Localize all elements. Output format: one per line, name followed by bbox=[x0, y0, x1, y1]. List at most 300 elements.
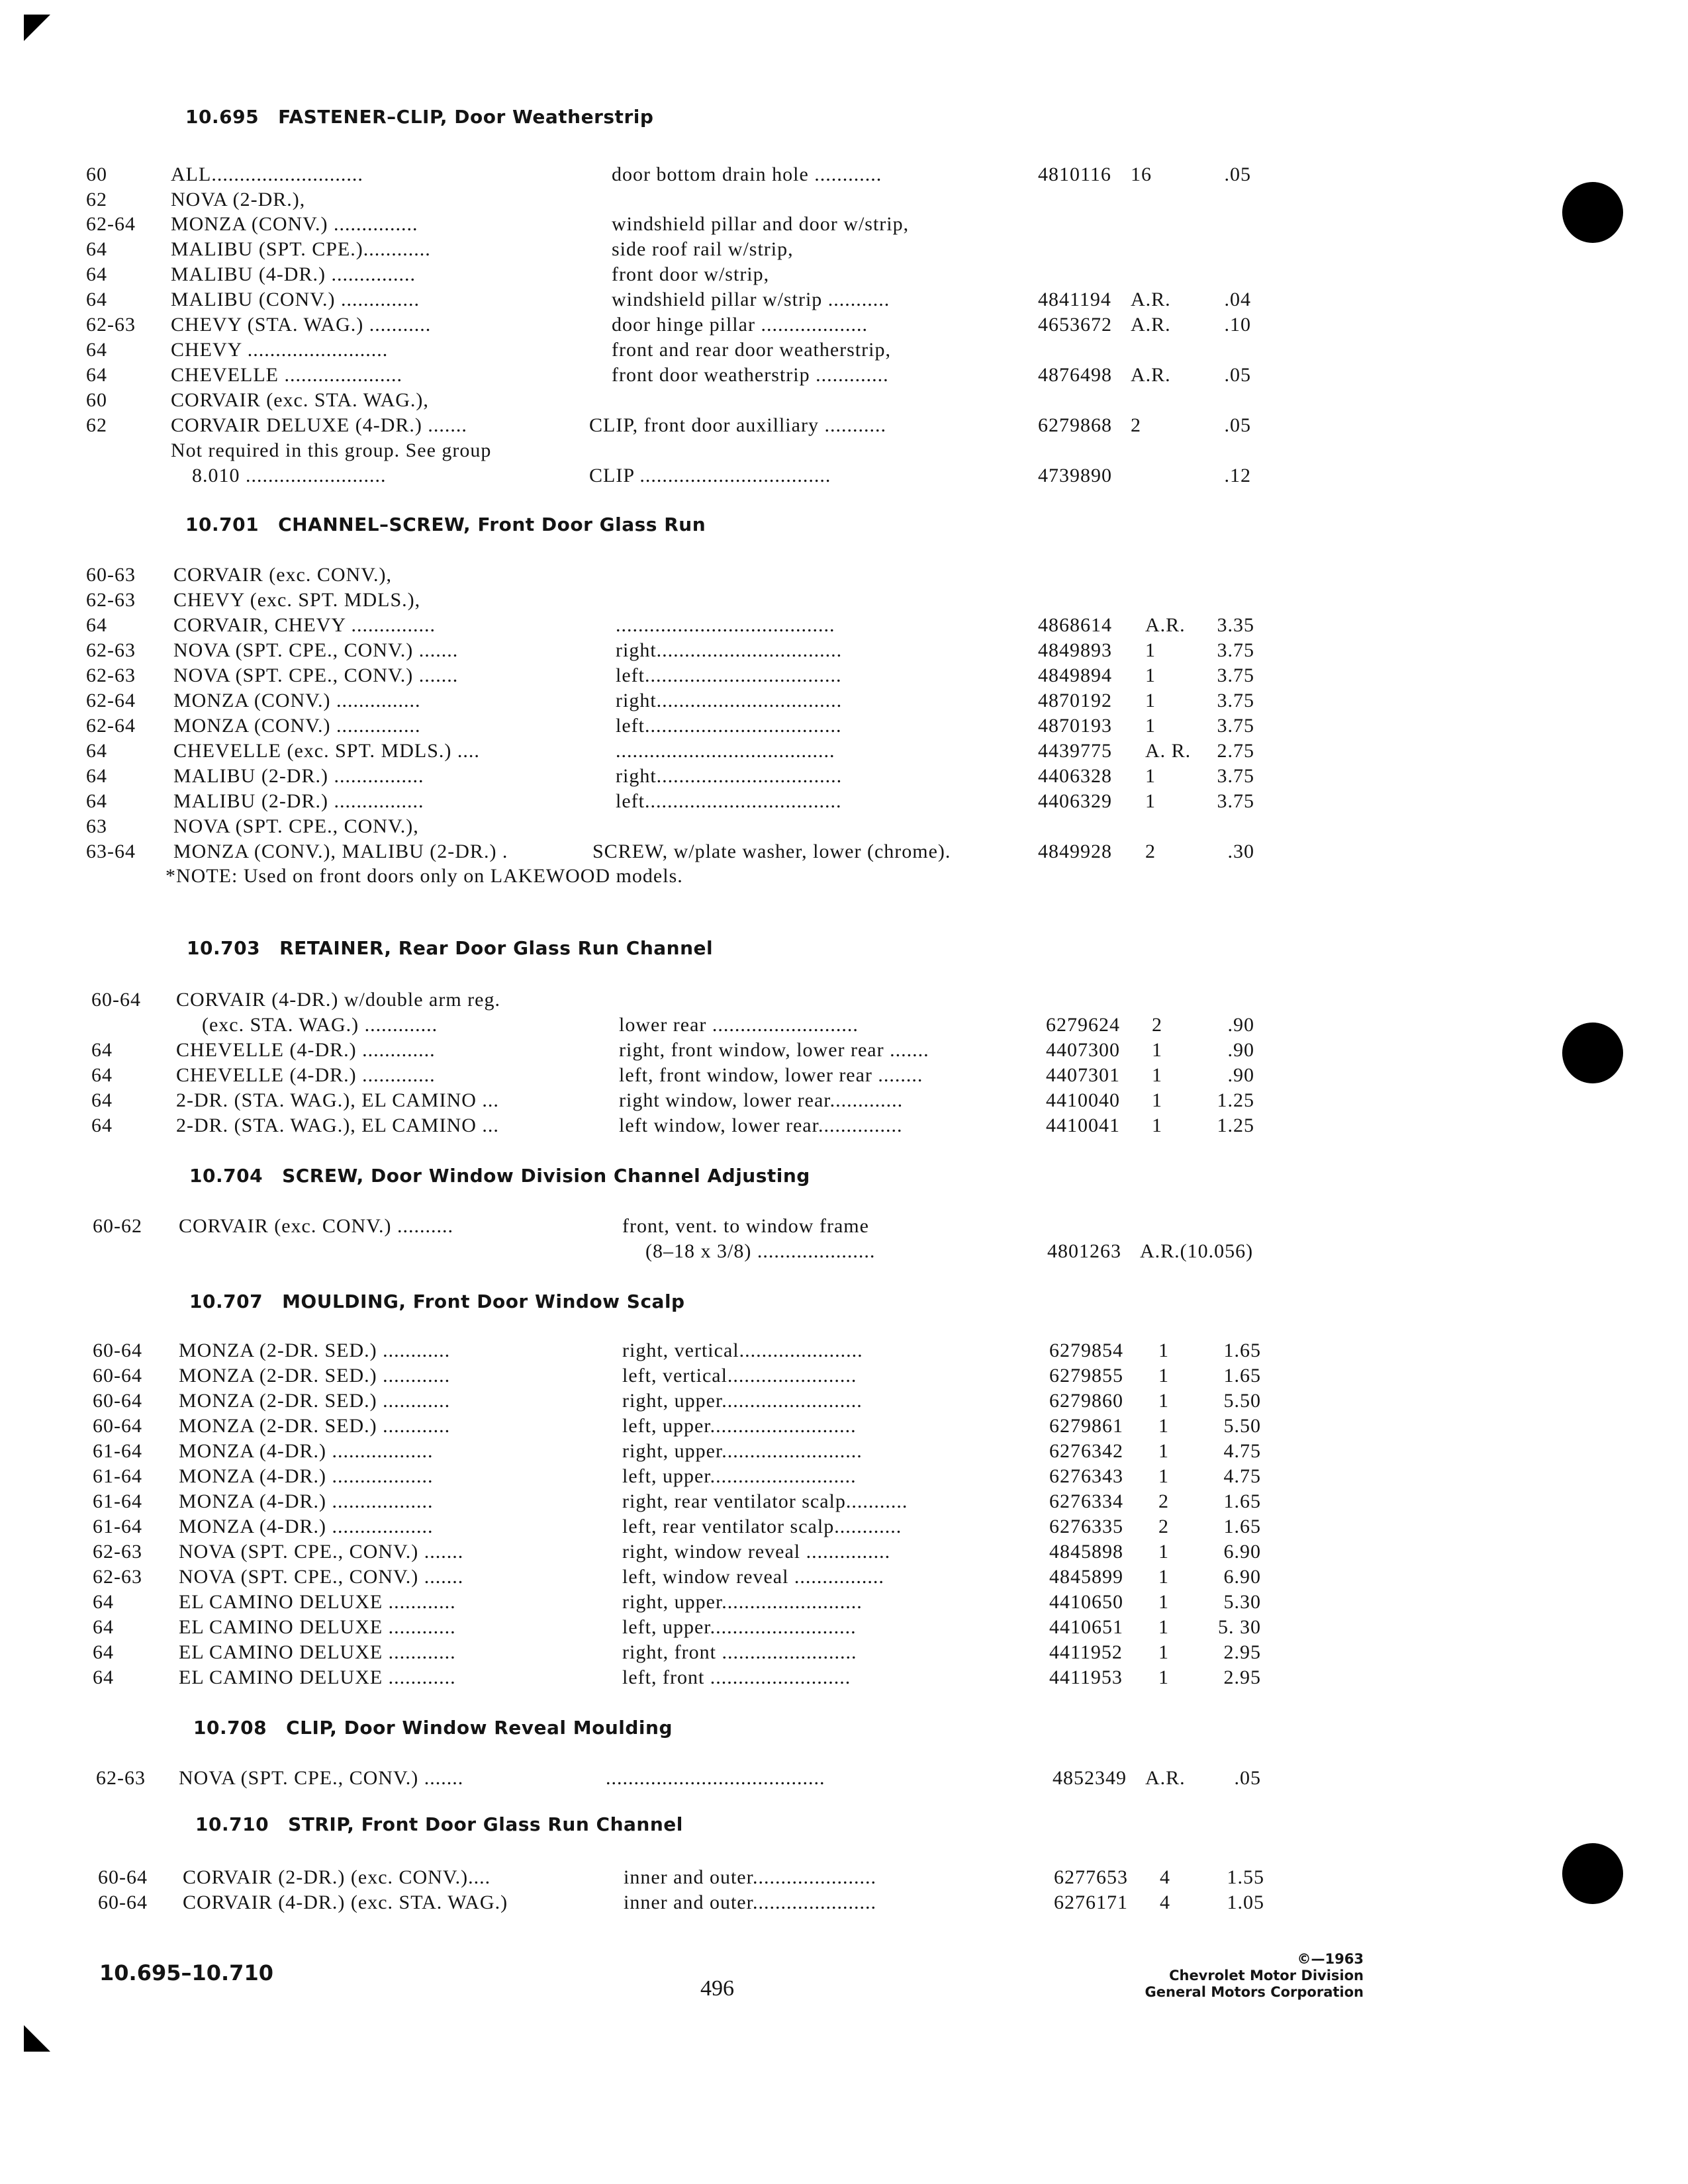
section-code: 10.708 bbox=[193, 1717, 267, 1739]
page-number: 496 bbox=[700, 1976, 734, 2001]
row-price: 1.65 bbox=[1223, 1490, 1261, 1512]
row-year: 64 bbox=[86, 614, 107, 636]
row-part: 4410650 bbox=[1049, 1591, 1123, 1613]
row-year: 64 bbox=[86, 263, 107, 285]
row-price: .05 bbox=[1224, 414, 1251, 436]
row-model: MALIBU (2-DR.) ................ bbox=[173, 765, 424, 787]
row-year: 60-64 bbox=[93, 1340, 142, 1361]
row-qty: 1 bbox=[1152, 1115, 1162, 1136]
row-part: 4407300 bbox=[1046, 1039, 1120, 1061]
row-desc: side roof rail w/strip, bbox=[612, 238, 794, 260]
catalog-row bbox=[0, 463, 1688, 488]
row-desc: door bottom drain hole ............ bbox=[612, 163, 882, 185]
row-desc: right, front window, lower rear ....... bbox=[619, 1039, 929, 1061]
catalog-row bbox=[0, 388, 1688, 413]
row-desc: right................................. bbox=[616, 639, 843, 661]
row-model: MONZA (2-DR. SED.) ............ bbox=[179, 1340, 451, 1361]
row-price: 1.55 bbox=[1227, 1866, 1264, 1888]
row-price: 2.95 bbox=[1223, 1666, 1261, 1688]
row-year: 64 bbox=[91, 1089, 113, 1111]
row-part: 4849928 bbox=[1038, 841, 1112, 862]
row-model: 8.010 ......................... bbox=[192, 465, 387, 486]
publisher-name: Chevrolet Motor Division bbox=[1169, 1968, 1364, 1983]
section-name: FASTENER–CLIP, Door Weatherstrip bbox=[278, 106, 654, 128]
row-desc: right, window reveal ............... bbox=[622, 1541, 891, 1563]
section-name: RETAINER, Rear Door Glass Run Channel bbox=[279, 937, 714, 959]
row-part: 6279624 bbox=[1046, 1014, 1120, 1036]
row-year: 64 bbox=[86, 765, 107, 787]
row-part: 6276334 bbox=[1049, 1490, 1123, 1512]
row-year: 61-64 bbox=[93, 1516, 142, 1537]
row-desc: left, upper.......................... bbox=[622, 1415, 857, 1437]
row-part: 4841194 bbox=[1038, 289, 1111, 310]
row-year: 60-64 bbox=[93, 1365, 142, 1387]
row-desc: left, vertical....................... bbox=[622, 1365, 857, 1387]
row-model: CHEVELLE (4-DR.) ............. bbox=[176, 1039, 436, 1061]
catalog-row bbox=[0, 713, 1688, 739]
section-code: 10.707 bbox=[189, 1291, 263, 1312]
row-desc: right, upper......................... bbox=[622, 1390, 863, 1412]
row-desc: CLIP, front door auxilliary ........... bbox=[589, 414, 886, 436]
row-year: 62-64 bbox=[86, 715, 136, 737]
row-part: 4845898 bbox=[1049, 1541, 1123, 1563]
row-price: .05 bbox=[1224, 163, 1251, 185]
row-price: .12 bbox=[1224, 465, 1251, 486]
row-part: 4845899 bbox=[1049, 1566, 1123, 1588]
row-desc: CLIP .................................. bbox=[589, 465, 831, 486]
row-qty: A.R. bbox=[1145, 614, 1186, 636]
row-part: 4849893 bbox=[1038, 639, 1112, 661]
row-year: 64 bbox=[93, 1616, 114, 1638]
row-desc: lower rear .......................... bbox=[619, 1014, 859, 1036]
catalog-row bbox=[0, 814, 1688, 839]
row-qty: 1 bbox=[1145, 690, 1156, 711]
row-year: 64 bbox=[86, 238, 107, 260]
row-qty: 1 bbox=[1152, 1089, 1162, 1111]
row-price: .05 bbox=[1234, 1767, 1261, 1789]
row-year: 60-64 bbox=[98, 1866, 148, 1888]
row-price: .10 bbox=[1224, 314, 1251, 336]
row-model: Not required in this group. See group bbox=[171, 439, 492, 461]
catalog-row bbox=[0, 1038, 1688, 1063]
row-qty: 1 bbox=[1158, 1340, 1169, 1361]
row-qty: 1 bbox=[1158, 1666, 1169, 1688]
footer-section-range: 10.695–10.710 bbox=[99, 1960, 273, 1985]
row-price: .30 bbox=[1227, 841, 1254, 862]
row-model: MONZA (2-DR. SED.) ............ bbox=[179, 1365, 451, 1387]
catalog-row bbox=[0, 1439, 1688, 1464]
row-price: 1.25 bbox=[1217, 1115, 1254, 1136]
row-model: MONZA (4-DR.) .................. bbox=[179, 1516, 434, 1537]
copyright-year: ©—1963 bbox=[1297, 1951, 1364, 1967]
row-model: NOVA (SPT. CPE., CONV.) ....... bbox=[179, 1541, 464, 1563]
row-model: CORVAIR (exc. CONV.) .......... bbox=[179, 1215, 453, 1237]
row-desc: ....................................... bbox=[616, 614, 835, 636]
catalog-row bbox=[0, 1665, 1688, 1690]
row-model: EL CAMINO DELUXE ............ bbox=[179, 1616, 456, 1638]
catalog-row bbox=[0, 1565, 1688, 1590]
row-year: 64 bbox=[91, 1064, 113, 1086]
row-year: 61-64 bbox=[93, 1490, 142, 1512]
row-model: CORVAIR (exc. STA. WAG.), bbox=[171, 389, 429, 411]
row-year: 60-64 bbox=[98, 1891, 148, 1913]
row-price: 1.65 bbox=[1223, 1365, 1261, 1387]
row-qty: 1 bbox=[1158, 1365, 1169, 1387]
row-year: 62-64 bbox=[86, 213, 136, 235]
catalog-row bbox=[0, 1239, 1688, 1264]
row-qty: 2 bbox=[1145, 841, 1156, 862]
row-desc: right, upper......................... bbox=[622, 1591, 863, 1613]
row-model: MALIBU (CONV.) .............. bbox=[171, 289, 420, 310]
catalog-row bbox=[0, 1338, 1688, 1363]
catalog-row bbox=[0, 212, 1688, 237]
catalog-row bbox=[0, 1388, 1688, 1414]
row-price: .90 bbox=[1227, 1064, 1254, 1086]
row-price: 2.95 bbox=[1223, 1641, 1261, 1663]
catalog-row bbox=[0, 1464, 1688, 1489]
row-year: 62 bbox=[86, 189, 107, 210]
row-part: 6279854 bbox=[1049, 1340, 1123, 1361]
row-desc: left, front window, lower rear ........ bbox=[619, 1064, 923, 1086]
row-part: 6276335 bbox=[1049, 1516, 1123, 1537]
row-qty: 16 bbox=[1131, 163, 1152, 185]
catalog-row bbox=[0, 312, 1688, 338]
row-desc: right................................. bbox=[616, 690, 843, 711]
catalog-row bbox=[0, 438, 1688, 463]
catalog-row bbox=[0, 262, 1688, 287]
row-part: 4407301 bbox=[1046, 1064, 1120, 1086]
row-year: 62-63 bbox=[96, 1767, 146, 1789]
row-year: 60-64 bbox=[93, 1390, 142, 1412]
row-qty: A.R. bbox=[1131, 289, 1171, 310]
row-model: CORVAIR (2-DR.) (exc. CONV.).... bbox=[183, 1866, 491, 1888]
row-price: 1.65 bbox=[1223, 1340, 1261, 1361]
row-model: MONZA (CONV.) ............... bbox=[173, 690, 421, 711]
catalog-row bbox=[0, 1214, 1688, 1239]
section-heading bbox=[189, 1165, 810, 1187]
row-year: 62-63 bbox=[93, 1566, 142, 1588]
catalog-row bbox=[0, 287, 1688, 312]
row-model: CHEVELLE ..................... bbox=[171, 364, 402, 386]
row-year: 64 bbox=[91, 1115, 113, 1136]
row-model: CHEVY (STA. WAG.) ........... bbox=[171, 314, 432, 336]
row-part: 4849894 bbox=[1038, 664, 1112, 686]
row-desc: right................................. bbox=[616, 765, 843, 787]
row-qty: 2 bbox=[1158, 1490, 1169, 1512]
row-desc: ....................................... bbox=[616, 740, 835, 762]
row-year: 62-63 bbox=[93, 1541, 142, 1563]
row-model: CORVAIR (4-DR.) w/double arm reg. bbox=[176, 989, 500, 1011]
row-part: 4876498 bbox=[1038, 364, 1112, 386]
row-part: 6279861 bbox=[1049, 1415, 1123, 1437]
row-year: 62-63 bbox=[86, 589, 136, 611]
row-price: 4.75 bbox=[1223, 1440, 1261, 1462]
row-model: 2-DR. (STA. WAG.), EL CAMINO ... bbox=[176, 1089, 499, 1111]
row-model: CHEVELLE (exc. SPT. MDLS.) .... bbox=[173, 740, 480, 762]
row-desc: windshield pillar w/strip ........... bbox=[612, 289, 890, 310]
row-model: MONZA (4-DR.) .................. bbox=[179, 1465, 434, 1487]
row-qty: 4 bbox=[1160, 1866, 1170, 1888]
row-part: 4870192 bbox=[1038, 690, 1112, 711]
section-name: CLIP, Door Window Reveal Moulding bbox=[286, 1717, 673, 1739]
row-qty: 1 bbox=[1158, 1616, 1169, 1638]
catalog-row bbox=[0, 363, 1688, 388]
row-year: 62-64 bbox=[86, 690, 136, 711]
catalog-row bbox=[0, 338, 1688, 363]
row-part: 6279868 bbox=[1038, 414, 1112, 436]
row-model: NOVA (SPT. CPE., CONV.) ....... bbox=[173, 639, 459, 661]
row-part: 4870193 bbox=[1038, 715, 1112, 737]
row-model: NOVA (SPT. CPE., CONV.), bbox=[173, 815, 419, 837]
row-part: 4852349 bbox=[1053, 1767, 1127, 1789]
row-price: 6.90 bbox=[1223, 1541, 1261, 1563]
row-model: NOVA (SPT. CPE., CONV.) ....... bbox=[173, 664, 459, 686]
row-price: .90 bbox=[1227, 1039, 1254, 1061]
row-year: 64 bbox=[91, 1039, 113, 1061]
row-year: 60 bbox=[86, 389, 107, 411]
row-model: MONZA (2-DR. SED.) ............ bbox=[179, 1415, 451, 1437]
section-code: 10.703 bbox=[187, 937, 261, 959]
row-qty: 1 bbox=[1158, 1415, 1169, 1437]
row-desc: right, front ........................ bbox=[622, 1641, 857, 1663]
row-price: 1.25 bbox=[1217, 1089, 1254, 1111]
row-price: 4.75 bbox=[1223, 1465, 1261, 1487]
catalog-row bbox=[0, 839, 1688, 864]
bottom-left-corner-mark bbox=[24, 2025, 50, 2052]
row-desc: left, upper.......................... bbox=[622, 1465, 857, 1487]
row-year: 64 bbox=[86, 364, 107, 386]
row-model: MONZA (4-DR.) .................. bbox=[179, 1490, 434, 1512]
row-price: 3.75 bbox=[1217, 690, 1254, 711]
row-part: 4739890 bbox=[1038, 465, 1112, 486]
row-desc: left................................... bbox=[616, 664, 842, 686]
row-qty: A.R.(10.056) bbox=[1140, 1240, 1254, 1262]
catalog-row bbox=[0, 413, 1688, 438]
catalog-row bbox=[0, 1363, 1688, 1388]
catalog-row bbox=[0, 1088, 1688, 1113]
row-qty: 1 bbox=[1158, 1591, 1169, 1613]
row-price: 3.75 bbox=[1217, 664, 1254, 686]
section-code: 10.695 bbox=[185, 106, 259, 128]
row-year: 62-63 bbox=[86, 314, 136, 336]
row-qty: 1 bbox=[1145, 715, 1156, 737]
row-model: CORVAIR (4-DR.) (exc. STA. WAG.) bbox=[183, 1891, 508, 1913]
row-qty: A.R. bbox=[1131, 364, 1171, 386]
row-price: 6.90 bbox=[1223, 1566, 1261, 1588]
row-model: EL CAMINO DELUXE ............ bbox=[179, 1641, 456, 1663]
row-qty: 1 bbox=[1145, 664, 1156, 686]
row-price: .90 bbox=[1227, 1014, 1254, 1036]
row-qty: 4 bbox=[1160, 1891, 1170, 1913]
row-qty: A. R. bbox=[1145, 740, 1192, 762]
row-qty: 1 bbox=[1145, 790, 1156, 812]
row-part: 6276171 bbox=[1054, 1891, 1128, 1913]
catalog-row bbox=[0, 987, 1688, 1013]
row-model: CHEVY (exc. SPT. MDLS.), bbox=[173, 589, 421, 611]
row-qty: 2 bbox=[1131, 414, 1141, 436]
row-desc: left, window reveal ................ bbox=[622, 1566, 884, 1588]
row-model: MALIBU (SPT. CPE.)............ bbox=[171, 238, 431, 260]
row-part: 6276343 bbox=[1049, 1465, 1123, 1487]
section-code: 10.701 bbox=[185, 514, 259, 535]
row-model: NOVA (SPT. CPE., CONV.) ....... bbox=[179, 1566, 464, 1588]
row-desc: right window, lower rear............. bbox=[619, 1089, 904, 1111]
row-desc: left................................... bbox=[616, 790, 842, 812]
row-part: 4410041 bbox=[1046, 1115, 1120, 1136]
row-part: 4439775 bbox=[1038, 740, 1112, 762]
row-model: NOVA (SPT. CPE., CONV.) ....... bbox=[179, 1767, 464, 1789]
row-price: 1.65 bbox=[1223, 1516, 1261, 1537]
row-qty: 2 bbox=[1158, 1516, 1169, 1537]
catalog-row bbox=[0, 638, 1688, 663]
row-desc: windshield pillar and door w/strip, bbox=[612, 213, 910, 235]
row-price: .04 bbox=[1224, 289, 1251, 310]
row-price: 2.75 bbox=[1217, 740, 1254, 762]
row-model: CHEVY ......................... bbox=[171, 339, 389, 361]
row-desc: front door w/strip, bbox=[612, 263, 770, 285]
row-model: ALL........................... bbox=[171, 163, 363, 185]
row-year: 61-64 bbox=[93, 1465, 142, 1487]
row-qty: A.R. bbox=[1145, 1767, 1186, 1789]
row-desc: left, rear ventilator scalp............ bbox=[622, 1516, 902, 1537]
row-qty: 1 bbox=[1152, 1064, 1162, 1086]
section-name: MOULDING, Front Door Window Scalp bbox=[282, 1291, 685, 1312]
row-price: 1.05 bbox=[1227, 1891, 1264, 1913]
catalog-row bbox=[0, 162, 1688, 187]
catalog-row bbox=[0, 1640, 1688, 1665]
catalog-row bbox=[0, 563, 1688, 588]
row-year: 63 bbox=[86, 815, 107, 837]
catalog-row bbox=[0, 1890, 1688, 1915]
catalog-row bbox=[0, 237, 1688, 262]
row-model: CORVAIR (exc. CONV.), bbox=[173, 564, 392, 586]
row-qty: 1 bbox=[1158, 1465, 1169, 1487]
row-desc: right, rear ventilator scalp........... bbox=[622, 1490, 908, 1512]
section-heading bbox=[185, 514, 706, 535]
row-part: 6279860 bbox=[1049, 1390, 1123, 1412]
row-desc: (8–18 x 3/8) ..................... bbox=[645, 1240, 876, 1262]
row-desc: door hinge pillar ................... bbox=[612, 314, 868, 336]
row-desc: SCREW, w/plate washer, lower (chrome). bbox=[592, 841, 951, 862]
row-price: 3.75 bbox=[1217, 715, 1254, 737]
row-price: 3.35 bbox=[1217, 614, 1254, 636]
row-year: 60 bbox=[86, 163, 107, 185]
row-year: 60-64 bbox=[93, 1415, 142, 1437]
row-model: CORVAIR, CHEVY ............... bbox=[173, 614, 436, 636]
row-qty: 1 bbox=[1158, 1566, 1169, 1588]
row-year: 62-63 bbox=[86, 664, 136, 686]
row-desc: left window, lower rear............... bbox=[619, 1115, 903, 1136]
section-heading bbox=[185, 106, 653, 128]
row-year: 64 bbox=[86, 740, 107, 762]
row-qty: 1 bbox=[1158, 1641, 1169, 1663]
catalog-row bbox=[0, 1414, 1688, 1439]
row-year: 64 bbox=[86, 289, 107, 310]
row-year: 64 bbox=[86, 339, 107, 361]
row-model: (exc. STA. WAG.) ............. bbox=[202, 1014, 438, 1036]
row-part: 4410040 bbox=[1046, 1089, 1120, 1111]
row-year: 60-63 bbox=[86, 564, 136, 586]
row-qty: A.R. bbox=[1131, 314, 1171, 336]
row-model: MALIBU (4-DR.) ............... bbox=[171, 263, 416, 285]
catalog-row bbox=[0, 663, 1688, 688]
catalog-row bbox=[0, 1514, 1688, 1539]
row-desc: inner and outer...................... bbox=[624, 1866, 876, 1888]
catalog-row bbox=[0, 1113, 1688, 1138]
catalog-row bbox=[0, 1766, 1688, 1791]
row-qty: 1 bbox=[1158, 1440, 1169, 1462]
catalog-row bbox=[0, 588, 1688, 613]
row-price: 5.30 bbox=[1223, 1591, 1261, 1613]
row-year: 64 bbox=[86, 790, 107, 812]
row-part: 4810116 bbox=[1038, 163, 1111, 185]
row-model: 2-DR. (STA. WAG.), EL CAMINO ... bbox=[176, 1115, 499, 1136]
top-left-corner-mark bbox=[24, 15, 50, 41]
section-name: SCREW, Door Window Division Channel Adjusting bbox=[282, 1165, 810, 1187]
row-model: MONZA (CONV.) ............... bbox=[173, 715, 421, 737]
row-part: 6276342 bbox=[1049, 1440, 1123, 1462]
row-year: 64 bbox=[93, 1666, 114, 1688]
row-model: MONZA (2-DR. SED.) ............ bbox=[179, 1390, 451, 1412]
row-price: .05 bbox=[1224, 364, 1251, 386]
row-part: 4801263 bbox=[1047, 1240, 1121, 1262]
section-name: STRIP, Front Door Glass Run Channel bbox=[288, 1813, 683, 1835]
catalog-row bbox=[0, 1013, 1688, 1038]
section-code: 10.710 bbox=[195, 1813, 269, 1835]
row-desc: front and rear door weatherstrip, bbox=[612, 339, 892, 361]
row-year: 60-64 bbox=[91, 989, 141, 1011]
row-qty: 2 bbox=[1152, 1014, 1162, 1036]
section-heading bbox=[189, 1291, 685, 1312]
row-desc: right, vertical...................... bbox=[622, 1340, 863, 1361]
catalog-row bbox=[0, 1865, 1688, 1890]
row-model: MALIBU (2-DR.) ................ bbox=[173, 790, 424, 812]
row-year: 60-62 bbox=[93, 1215, 142, 1237]
row-desc: inner and outer...................... bbox=[624, 1891, 876, 1913]
row-model: CORVAIR DELUXE (4-DR.) ....... bbox=[171, 414, 467, 436]
row-desc: left, front ......................... bbox=[622, 1666, 851, 1688]
row-part: 4410651 bbox=[1049, 1616, 1123, 1638]
row-year: 64 bbox=[93, 1591, 114, 1613]
row-model: NOVA (2-DR.), bbox=[171, 189, 306, 210]
catalog-row bbox=[0, 688, 1688, 713]
catalog-row bbox=[0, 739, 1688, 764]
section-heading bbox=[193, 1717, 673, 1739]
row-desc: front, vent. to window frame bbox=[622, 1215, 869, 1237]
catalog-row bbox=[0, 187, 1688, 212]
row-model: *NOTE: Used on front doors only on LAKEWOOD models. bbox=[165, 865, 683, 887]
catalog-row bbox=[0, 1539, 1688, 1565]
section-code: 10.704 bbox=[189, 1165, 263, 1187]
row-model: EL CAMINO DELUXE ............ bbox=[179, 1666, 456, 1688]
row-model: MONZA (CONV.), MALIBU (2-DR.) . bbox=[173, 841, 508, 862]
catalog-row bbox=[0, 864, 1688, 889]
row-part: 6277653 bbox=[1054, 1866, 1128, 1888]
corporation-name: General Motors Corporation bbox=[1145, 1984, 1364, 2000]
row-price: 3.75 bbox=[1217, 765, 1254, 787]
row-desc: left, upper.......................... bbox=[622, 1616, 857, 1638]
row-qty: 1 bbox=[1145, 639, 1156, 661]
row-model: MONZA (4-DR.) .................. bbox=[179, 1440, 434, 1462]
row-price: 5.50 bbox=[1223, 1390, 1261, 1412]
catalog-row bbox=[0, 1590, 1688, 1615]
section-heading bbox=[195, 1813, 683, 1835]
row-desc: left................................... bbox=[616, 715, 842, 737]
row-desc: front door weatherstrip ............. bbox=[612, 364, 889, 386]
row-part: 4411952 bbox=[1049, 1641, 1123, 1663]
row-price: 3.75 bbox=[1217, 790, 1254, 812]
catalog-row bbox=[0, 1615, 1688, 1640]
